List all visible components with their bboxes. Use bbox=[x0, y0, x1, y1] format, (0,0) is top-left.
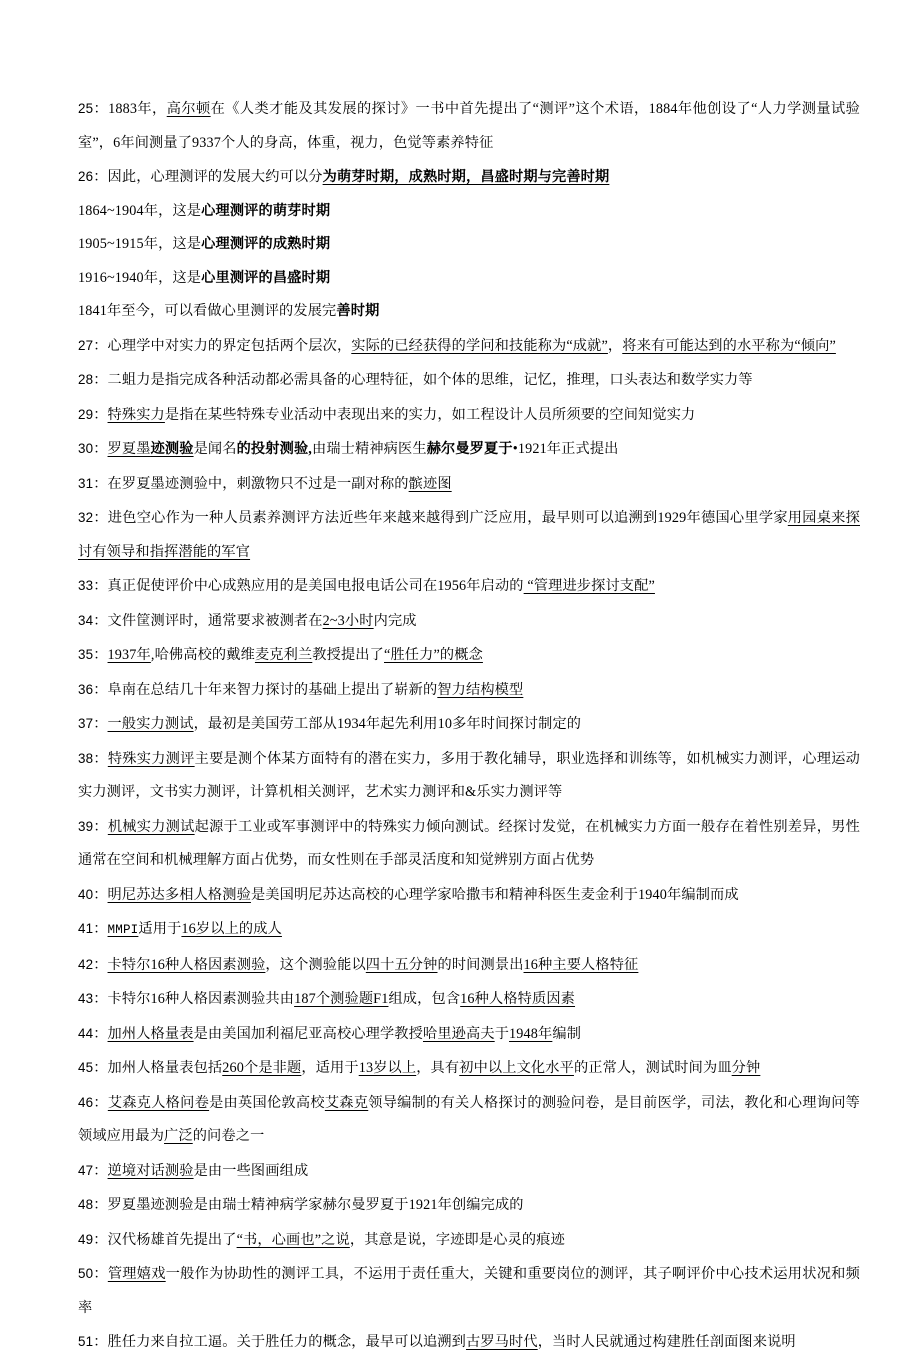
item-number: 38 bbox=[78, 750, 94, 766]
text-run: ：因此，心理测评的发展大约可以分 bbox=[93, 169, 323, 185]
text-run: 内完成 bbox=[373, 612, 417, 629]
item-number: 31 bbox=[78, 475, 94, 491]
text-run: 编制 bbox=[552, 1025, 582, 1042]
text-run: ，具有 bbox=[416, 1060, 460, 1076]
item-number: 43 bbox=[78, 991, 94, 1006]
numbered-paragraph bbox=[78, 92, 860, 160]
item-number: 40 bbox=[78, 886, 94, 902]
item-number: 49 bbox=[78, 1231, 94, 1247]
item-number: 34 bbox=[78, 612, 94, 628]
numbered-paragraph bbox=[78, 569, 860, 604]
text-run: ，这是 bbox=[158, 269, 202, 286]
text-run: 卡特尔16种人格因素测验 bbox=[107, 956, 266, 973]
numbered-paragraph bbox=[78, 398, 860, 433]
numbered-paragraph bbox=[78, 1017, 860, 1052]
numbered-paragraph bbox=[78, 363, 860, 398]
numbered-paragraph bbox=[78, 912, 860, 948]
item-number: 36 bbox=[78, 681, 94, 697]
text-run: 领导编制的有关人格探讨的测验问卷，是目前医学，司法，教化和心理询问等领域应用最为 bbox=[78, 1094, 861, 1144]
text-run: 适用于 bbox=[138, 921, 182, 937]
item-number: 44 bbox=[78, 1025, 94, 1041]
text-run: 机械实力测试 bbox=[107, 818, 195, 835]
text-run: 教授提出了 bbox=[312, 647, 384, 663]
text-run: 的时间测景出 bbox=[437, 956, 524, 973]
text-run: ：罗夏墨迹测验是由瑞士精神病学家赫尔曼罗夏于1921年创编完成的 bbox=[93, 1197, 524, 1213]
text-run: ： bbox=[93, 441, 108, 457]
text-run: 是美国明尼苏达高校的心理学家哈撒韦和精神科医生麦金利于1940年编制而成 bbox=[250, 886, 739, 903]
text-run: 麦克利兰 bbox=[254, 647, 313, 663]
document-body bbox=[78, 92, 860, 1360]
text-run: ： bbox=[93, 647, 108, 663]
text-run: 特殊实力 bbox=[107, 406, 165, 423]
text-run: 初中以上文化水平 bbox=[459, 1060, 574, 1076]
numbered-paragraph bbox=[78, 1051, 860, 1086]
text-run: 的投射测验, bbox=[236, 441, 312, 457]
text-run: 逆境对话测验 bbox=[107, 1162, 194, 1179]
text-run: ： bbox=[93, 956, 108, 973]
numbered-paragraph bbox=[78, 707, 860, 742]
text-run: 管理嬉戏 bbox=[107, 1266, 166, 1282]
numbered-paragraph bbox=[78, 501, 860, 569]
text-run: ，适用于 bbox=[301, 1060, 359, 1076]
text-run: ： bbox=[93, 406, 108, 423]
text-run: ： bbox=[93, 750, 108, 767]
text-run: 1937年 bbox=[107, 647, 151, 663]
text-run: ：卡特尔16种人格因素测验共由 bbox=[93, 991, 295, 1007]
text-run: 罗夏墨 bbox=[107, 441, 151, 457]
text-run: 芽时期 bbox=[287, 202, 331, 219]
text-run: 一般实力测试 bbox=[107, 716, 194, 732]
text-run: 将来有可能达到的水平称为“倾向” bbox=[622, 337, 836, 354]
text-run: “胜任力”的概念 bbox=[384, 647, 483, 663]
text-run: 艾森克 bbox=[324, 1094, 369, 1111]
text-run: 分钟 bbox=[731, 1060, 761, 1076]
item-number: 26 bbox=[78, 169, 94, 184]
text-run: 高尔顿 bbox=[166, 101, 211, 117]
text-run: ： bbox=[93, 1266, 108, 1282]
text-run: 心理测评的成 bbox=[201, 236, 288, 252]
item-number: 33 bbox=[78, 578, 94, 593]
text-run: ：1883年， bbox=[93, 101, 167, 117]
text-run: ，当时人民就通过构建胜任剖面图来说明 bbox=[537, 1334, 796, 1350]
text-run: ：二蛆力是指完成各种活动都必需具备的心理特征，如个体的思维，记忆，推理，口头表达和数学实力等 bbox=[93, 372, 753, 388]
text-run: 明尼苏达多相人格测验 bbox=[107, 886, 251, 903]
text-run: 2~3小时 bbox=[322, 612, 374, 629]
item-number: 32 bbox=[78, 510, 94, 525]
text-run: 是由一些图画组成 bbox=[193, 1162, 309, 1179]
text-run: 为萌芽时期，成熟时期，昌盛时期与完善时期 bbox=[322, 169, 610, 185]
text-run: ： bbox=[93, 1025, 108, 1042]
text-run: ：进色空心作为一种人员素养测评方法近些年来越来越得到广泛应用，最早则可以追溯到1929年德国心里学家 bbox=[93, 510, 788, 526]
text-run: 16种主要人格特征 bbox=[523, 956, 639, 973]
numbered-paragraph bbox=[78, 467, 860, 502]
item-number: 48 bbox=[78, 1197, 94, 1212]
text-run: ： bbox=[93, 818, 108, 835]
text-run: ：真正促使评价中心成熟应用的是美国电报电话公司在1956年启动的 bbox=[93, 578, 524, 594]
text-run: 260个是非题 bbox=[222, 1060, 302, 1076]
text-run: 四十五分钟 bbox=[365, 956, 438, 973]
numbered-paragraph bbox=[78, 810, 860, 878]
text-run: 1948年 bbox=[509, 1025, 553, 1042]
text-run: 是指在某些特殊专业活动中表现出来的实力，如工程设计人员所须要的空间知觉实力 bbox=[164, 406, 696, 423]
numbered-paragraph bbox=[78, 1257, 860, 1325]
numbered-paragraph bbox=[78, 1086, 860, 1154]
item-number: 42 bbox=[78, 956, 94, 972]
item-number: 37 bbox=[78, 716, 94, 731]
text-run: ：胜任力来自拉工逼。关于胜任力的概念，最早可以追溯到 bbox=[93, 1334, 466, 1350]
numbered-paragraph bbox=[78, 878, 860, 913]
text-run: ， bbox=[607, 337, 623, 354]
numbered-paragraph bbox=[78, 432, 860, 467]
text-run: ：心理学中对实力的界定包括两个层次， bbox=[93, 337, 352, 354]
numbered-paragraph bbox=[78, 742, 860, 810]
numbered-paragraph bbox=[78, 673, 860, 708]
text-run: 13岁以上 bbox=[358, 1060, 417, 1076]
text-run: 用园桌来探讨有领导和指挥潜能的军官 bbox=[78, 510, 860, 560]
numbered-paragraph bbox=[78, 1325, 860, 1360]
item-number: 46 bbox=[78, 1094, 94, 1110]
text-run: 智力结构模型 bbox=[437, 681, 524, 698]
numbered-paragraph bbox=[78, 982, 860, 1017]
item-number: 45 bbox=[78, 1060, 94, 1075]
text-run: 是由美国加利福尼亚高校心理学教授 bbox=[193, 1025, 423, 1042]
item-number: 35 bbox=[78, 647, 94, 662]
text-run: 加州人格量表 bbox=[107, 1025, 194, 1042]
text-run: •1921年正式提出 bbox=[512, 441, 619, 457]
text-run: 善时期 bbox=[336, 303, 380, 319]
text-run: ： bbox=[93, 886, 108, 903]
item-number: 51 bbox=[78, 1334, 94, 1349]
numbered-paragraph bbox=[78, 948, 860, 983]
text-run: 是闻名 bbox=[193, 441, 237, 457]
numbered-paragraph bbox=[78, 638, 860, 673]
text-run: 一般作为协助性的测评工具，不运用于责任重大，关键和重要岗位的测评，其子啊评价中心技术运用状况和频率 bbox=[78, 1266, 860, 1316]
text-run: ：阜南在总结几十年来智力探讨的基础上提出了崭新的 bbox=[93, 681, 438, 698]
numbered-paragraph bbox=[78, 604, 860, 639]
text-run: 艾森克人格问卷 bbox=[107, 1094, 210, 1111]
text-run: 迹测验 bbox=[150, 441, 194, 457]
text-run: 实际的已经获得的学问和技能称为“成就” bbox=[351, 337, 608, 354]
item-number: 29 bbox=[78, 406, 94, 422]
text-run: 16岁以上的成人 bbox=[181, 921, 282, 937]
continuation-paragraph bbox=[78, 295, 860, 329]
text-run: 1905~1915年 bbox=[78, 236, 159, 252]
text-run: 由瑞士精神病医生 bbox=[311, 441, 427, 457]
text-run: 心里测评的昌 bbox=[201, 269, 288, 286]
numbered-paragraph bbox=[78, 160, 860, 195]
item-number: 28 bbox=[78, 372, 94, 387]
text-run: 的正常人，测试时间为皿 bbox=[573, 1060, 732, 1076]
text-run: ： bbox=[93, 1094, 108, 1111]
text-run: ：加州人格量表包括 bbox=[93, 1060, 223, 1076]
text-run: 16种人格特质因素 bbox=[460, 991, 576, 1007]
text-run: 1864~1904年 bbox=[78, 202, 159, 219]
text-run: 髌迹图 bbox=[408, 475, 452, 492]
continuation-paragraph bbox=[78, 228, 860, 262]
text-run: 187个测验题F1 bbox=[294, 991, 389, 1007]
text-run: 主要是测个体某方面特有的潜在实力，多用于教化辅导，职业选择和训练等，如机械实力测评，心理运动实力测评，文书实力测评，计算机相关测评，艺术实力测评和&乐实力测评等 bbox=[78, 750, 861, 800]
text-run: ，这是 bbox=[158, 236, 202, 252]
text-run: ： bbox=[93, 921, 108, 937]
text-run: MMPI bbox=[107, 923, 139, 937]
text-run: ，最初是美国劳工部从1934年起先利用10多年时间探讨制定的 bbox=[193, 716, 582, 732]
numbered-paragraph bbox=[78, 329, 860, 364]
text-run: ：汉代杨雄首先提出了 bbox=[93, 1231, 237, 1248]
text-run: ： bbox=[93, 1162, 108, 1179]
text-run: 1841年至今，可以看做心里测评的发展完 bbox=[78, 303, 337, 319]
text-run: ，这个测验能以 bbox=[265, 956, 366, 973]
text-run: ，这是 bbox=[158, 202, 202, 219]
text-run: ,哈佛高校的戴维 bbox=[150, 647, 255, 663]
text-run: 在《人类才能及其发展的探讨》一书中首先提出了“测评”这个术语，1884年他创设了“人力学测量试验室”，6年间测量了9337个人的身高，体重，视力，色觉等素养特征 bbox=[78, 101, 860, 151]
text-run: 的问卷之一 bbox=[192, 1128, 265, 1144]
text-run: 盛时期 bbox=[287, 269, 331, 286]
numbered-paragraph bbox=[78, 1188, 860, 1223]
numbered-paragraph bbox=[78, 1223, 860, 1258]
text-run: “管理进步探讨支配” bbox=[523, 578, 655, 594]
item-number: 47 bbox=[78, 1162, 94, 1178]
text-run: 于 bbox=[494, 1025, 510, 1042]
text-run: 哈里逊高夫 bbox=[422, 1025, 495, 1042]
text-run: “书，心画也”之说 bbox=[236, 1231, 350, 1248]
item-number: 41 bbox=[78, 921, 94, 936]
text-run: 心理测评的萌 bbox=[201, 202, 288, 219]
text-run: 1916~1940年 bbox=[78, 269, 159, 286]
text-run: 组成，包含 bbox=[388, 991, 461, 1007]
text-run: 起源于工业或军事测评中的特殊实力倾向测试。经探讨发觉，在机械实力方面一般存在着性别差异，男性通常在空间和机械理解方面占优势，而女性则在手部灵活度和知觉辨别方面占优势 bbox=[78, 818, 861, 868]
item-number: 39 bbox=[78, 818, 94, 834]
text-run: ：文件筐测评时，通常要求被测者在 bbox=[93, 612, 323, 629]
text-run: 古罗马时代 bbox=[465, 1334, 538, 1350]
numbered-paragraph bbox=[78, 1154, 860, 1189]
continuation-paragraph bbox=[78, 195, 860, 229]
text-run: 熟时期 bbox=[287, 236, 331, 252]
text-run: 是由英国伦敦高校 bbox=[209, 1094, 325, 1111]
item-number: 50 bbox=[78, 1266, 94, 1281]
text-run: ：在罗夏墨迹测验中，刺激物只不过是一副对称的 bbox=[93, 475, 409, 492]
text-run: ，其意是说，字迹即是心灵的痕迹 bbox=[349, 1231, 565, 1248]
item-number: 25 bbox=[78, 101, 94, 116]
text-run: ： bbox=[93, 716, 108, 732]
item-number: 30 bbox=[78, 441, 94, 456]
continuation-paragraph bbox=[78, 262, 860, 296]
text-run: 特殊实力测评 bbox=[107, 750, 195, 767]
text-run: 赫尔曼罗夏于 bbox=[426, 441, 513, 457]
text-run: 广泛 bbox=[164, 1128, 193, 1144]
item-number: 27 bbox=[78, 337, 94, 353]
